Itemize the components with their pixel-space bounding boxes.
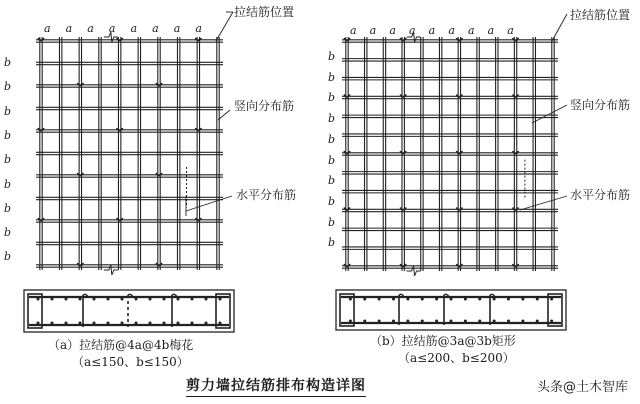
label-tie-position-left: 拉结筋位置: [234, 5, 295, 19]
dim-b-left: b: [4, 153, 12, 167]
left-bar-dot: [163, 298, 166, 301]
left-bar-dot: [191, 322, 194, 325]
left-bar-dot: [79, 298, 82, 301]
right-bar-dot: [464, 298, 467, 301]
dim-a-right: a: [369, 24, 377, 37]
left-rebar-grid: [36, 32, 223, 275]
right-bar-dot: [392, 320, 395, 323]
left-bar-dot: [135, 322, 138, 325]
right-bar-dot: [550, 298, 553, 301]
left-break-mark: [104, 265, 118, 275]
dim-b-right: b: [328, 132, 336, 146]
dim-a-left: a: [87, 22, 94, 35]
right-bar-dot: [363, 298, 366, 301]
left-bar-dot: [121, 322, 124, 325]
dim-a-right: a: [487, 24, 495, 37]
left-bar-dot: [149, 298, 152, 301]
dim-a-right: a: [467, 24, 475, 37]
dim-b-right: b: [328, 215, 336, 229]
left-bar-dot: [79, 322, 82, 325]
left-end-stirrup: [216, 294, 230, 328]
leader-line: [532, 105, 567, 123]
right-wall-section: [336, 290, 566, 330]
label-horizontal-bars-right: 水平分布筋: [570, 188, 631, 202]
dim-a-right: a: [448, 24, 455, 37]
right-bar-dot: [450, 298, 453, 301]
dim-a-left: a: [195, 22, 202, 35]
right-bar-dot: [536, 320, 539, 323]
right-bar-dot: [493, 320, 496, 323]
left-bar-dot: [149, 322, 152, 325]
right-rebar-grid: [342, 32, 558, 276]
left-bar-dot: [121, 298, 124, 301]
dim-b-right: b: [328, 174, 336, 188]
caption-right-line2: （a≤200、b≤200）: [398, 351, 515, 365]
dim-b-left: b: [4, 250, 12, 264]
right-bar-dot: [435, 320, 438, 323]
left-bar-dot: [93, 298, 96, 301]
dim-b-left: b: [4, 177, 12, 191]
dim-b-right: b: [328, 236, 336, 250]
left-bar-dot: [191, 298, 194, 301]
right-bar-dot: [392, 298, 395, 301]
right-end-stirrup: [548, 294, 562, 326]
dim-a-left: a: [108, 22, 116, 35]
dim-a-right: a: [507, 24, 514, 37]
dim-a-left: a: [152, 22, 159, 35]
right-bar-dot: [421, 320, 424, 323]
left-bar-dot: [107, 298, 110, 301]
right-bar-dot: [378, 298, 381, 301]
right-bar-dot: [363, 320, 366, 323]
dim-b-left: b: [4, 56, 12, 69]
left-bar-dot: [219, 322, 222, 325]
dim-a-right: a: [408, 24, 416, 37]
left-bar-dot: [177, 298, 180, 301]
dim-b-left: b: [4, 201, 12, 215]
left-bar-dot: [107, 322, 110, 325]
caption-left-line1: （a）拉结筋@4a@4b梅花: [48, 338, 194, 352]
left-bar-dot: [51, 298, 54, 301]
dim-b-left: b: [4, 104, 12, 118]
right-bar-dot: [521, 298, 524, 301]
right-bar-dot: [435, 298, 438, 301]
dim-a-right: a: [350, 24, 357, 37]
left-bar-dot: [135, 298, 138, 301]
left-bar-dot: [163, 322, 166, 325]
dim-b-left: b: [4, 80, 12, 94]
left-bar-dot: [205, 322, 208, 325]
dim-b-left: b: [4, 226, 12, 240]
leader-line: [520, 196, 567, 210]
leader-line: [186, 196, 232, 211]
right-bar-dot: [536, 298, 539, 301]
right-bar-dot: [349, 298, 352, 301]
left-end-stirrup: [28, 294, 42, 328]
right-bar-dot: [521, 320, 524, 323]
right-bar-dot: [464, 320, 467, 323]
dim-b-right: b: [328, 91, 336, 105]
drawing-title: 剪力墙拉结筋排布构造详图: [186, 375, 366, 397]
left-wall-section: [24, 290, 234, 332]
dim-b-left: b: [4, 128, 12, 142]
dim-b-right: b: [328, 112, 336, 126]
right-bar-dot: [478, 320, 481, 323]
dim-b-right: b: [328, 195, 336, 209]
right-bar-dot: [406, 298, 409, 301]
right-end-stirrup: [340, 294, 354, 326]
left-bar-dot: [177, 322, 180, 325]
leader-line: [218, 110, 230, 120]
leader-line: [216, 12, 233, 41]
leader-line: [552, 14, 567, 41]
left-bar-dot: [37, 322, 40, 325]
left-bar-dot: [37, 298, 40, 301]
dim-b-right: b: [328, 50, 336, 63]
right-bar-dot: [450, 320, 453, 323]
right-bar-dot: [507, 298, 510, 301]
caption-left-line2: （a≤150、b≤150）: [72, 355, 189, 369]
label-tie-position-right: 拉结筋位置: [570, 8, 631, 22]
left-bar-dot: [65, 298, 68, 301]
label-vertical-bars-right: 竖向分布筋: [570, 98, 631, 112]
right-bar-dot: [421, 298, 424, 301]
left-bar-dot: [219, 298, 222, 301]
label-horizontal-bars-left: 水平分布筋: [236, 188, 297, 202]
right-bar-dot: [507, 320, 510, 323]
left-bar-dot: [205, 298, 208, 301]
right-bar-dot: [349, 320, 352, 323]
right-bar-dot: [406, 320, 409, 323]
dim-a-right: a: [389, 24, 396, 37]
dim-b-right: b: [328, 70, 336, 84]
caption-right-line1: （b）拉结筋@3a@3b矩形: [370, 334, 516, 348]
dim-a-left: a: [173, 22, 181, 35]
right-bar-dot: [378, 320, 381, 323]
dim-a-left: a: [130, 22, 138, 35]
watermark: 头条@土木智库: [536, 380, 628, 395]
left-bar-dot: [93, 322, 96, 325]
right-break-mark: [407, 266, 421, 276]
left-bar-dot: [65, 322, 68, 325]
dim-a-left: a: [44, 22, 51, 35]
dim-b-right: b: [328, 153, 336, 167]
dim-a-left: a: [65, 22, 73, 35]
right-bar-dot: [550, 320, 553, 323]
dim-a-right: a: [428, 24, 436, 37]
right-bar-dot: [478, 298, 481, 301]
right-bar-dot: [493, 298, 496, 301]
label-vertical-bars-left: 竖向分布筋: [234, 99, 295, 113]
left-bar-dot: [51, 322, 54, 325]
